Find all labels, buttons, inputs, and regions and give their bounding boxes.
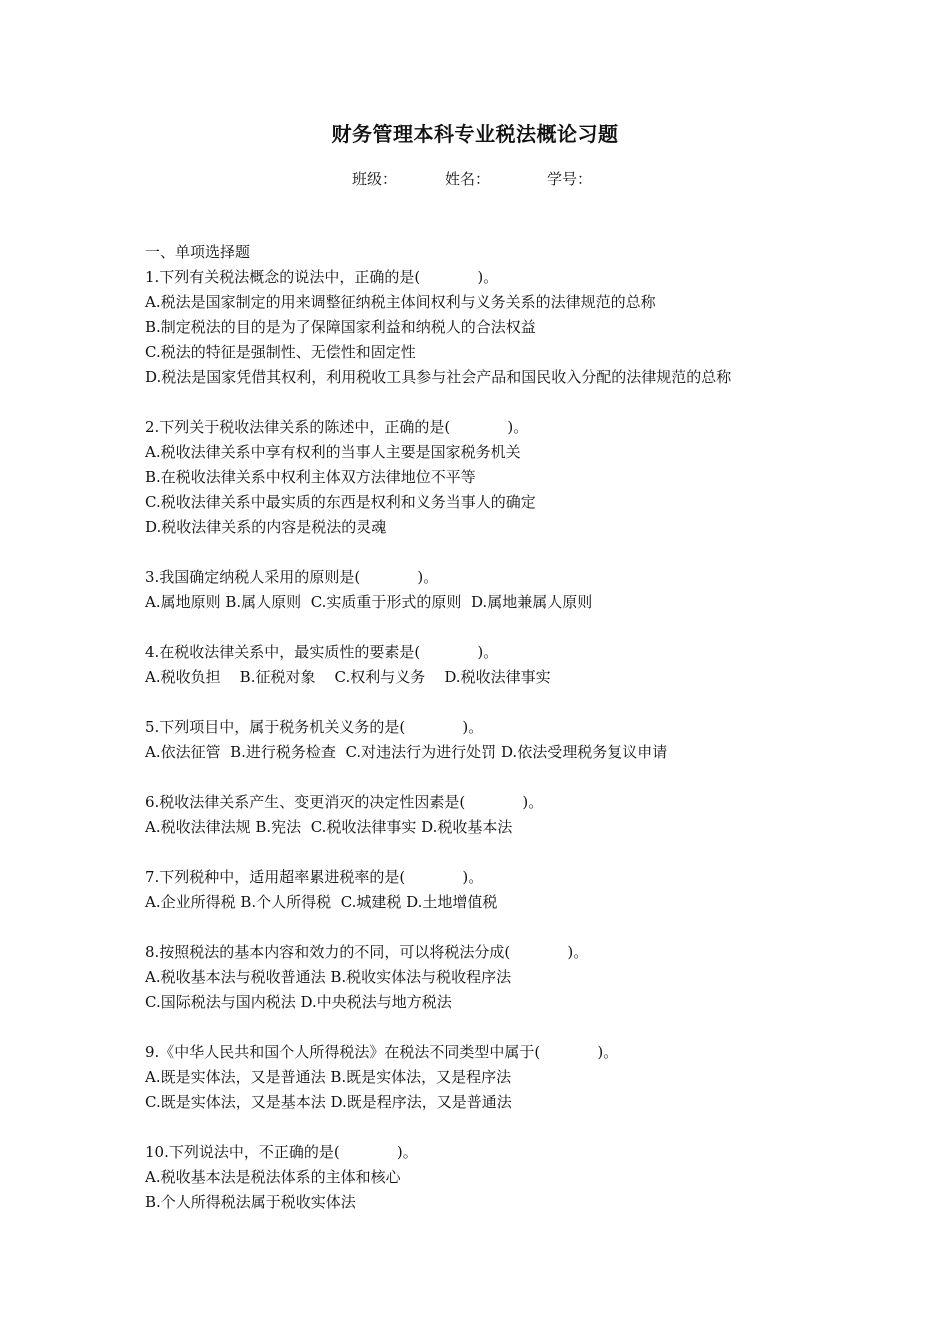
spacer: [145, 690, 915, 715]
answer-option: A.税收基本法是税法体系的主体和核心: [145, 1168, 401, 1186]
answer-option: B.个人所得税法属于税收实体法: [145, 1193, 356, 1211]
answer-option: C.国际税法与国内税法 D.中央税法与地方税法: [145, 993, 452, 1011]
question-stem: 6.税收法律关系产生、变更消灭的决定性因素是( )。: [145, 793, 544, 811]
question-6: [145, 790, 915, 840]
spacer: [145, 540, 915, 565]
question-stem: 8.按照税法的基本内容和效力的不同，可以将税法分成( )。: [145, 943, 589, 961]
answer-option: A.税收基本法与税收普通法 B.税收实体法与税收程序法: [145, 968, 512, 986]
answer-option: A.企业所得税 B.个人所得税 C.城建税 D.土地增值税: [145, 893, 498, 911]
spacer: [145, 765, 915, 790]
question-stem: 7.下列税种中，适用超率累进税率的是( )。: [145, 868, 484, 886]
spacer: [145, 390, 915, 415]
student-info-row: [352, 168, 592, 189]
answer-option: A.税收法律法规 B.宪法 C.税收法律事实 D.税收基本法: [145, 818, 513, 836]
question-stem: 10.下列说法中，不正确的是( )。: [145, 1143, 418, 1161]
answer-option: C.税法的特征是强制性、无偿性和固定性: [145, 343, 416, 361]
answer-option: B.制定税法的目的是为了保障国家利益和纳税人的合法权益: [145, 318, 536, 336]
question-4: [145, 640, 915, 690]
question-2: [145, 415, 915, 540]
question-3: [145, 565, 915, 615]
question-7: [145, 865, 915, 915]
question-5: [145, 715, 915, 765]
answer-option: B.在税收法律关系中权利主体双方法律地位不平等: [145, 468, 476, 486]
document-title: 财务管理本科专业税法概论习题: [331, 122, 619, 146]
question-10: [145, 1140, 915, 1215]
question-1: [145, 265, 915, 390]
answer-option: A.依法征管 B.进行税务检查 C.对违法行为进行处罚 D.依法受理税务复议申请: [145, 743, 668, 761]
question-8: [145, 940, 915, 1015]
question-stem: 3.我国确定纳税人采用的原则是( )。: [145, 568, 439, 586]
question-stem: 1.下列有关税法概念的说法中，正确的是( )。: [145, 268, 499, 286]
answer-option: A.税收法律关系中享有权利的当事人主要是国家税务机关: [145, 443, 521, 461]
spacer: [145, 1115, 915, 1140]
question-stem: 5.下列项目中，属于税务机关义务的是( )。: [145, 718, 484, 736]
name-field-label: 姓名：: [445, 170, 491, 188]
student-id-field-label: 学号：: [547, 170, 593, 188]
answer-option: C.税收法律关系中最实质的东西是权利和义务当事人的确定: [145, 493, 536, 511]
answer-option: D.税法是国家凭借其权利，利用税收工具参与社会产品和国民收入分配的法律规范的总称: [145, 368, 732, 386]
answer-option: D.税收法律关系的内容是税法的灵魂: [145, 518, 387, 536]
answer-option: A.税法是国家制定的用来调整征纳税主体间权利与义务关系的法律规范的总称: [145, 293, 656, 311]
answer-option: A.属地原则 B.属人原则 C.实质重于形式的原则 D.属地兼属人原则: [145, 593, 593, 611]
question-stem: 9.《中华人民共和国个人所得税法》在税法不同类型中属于( )。: [145, 1043, 619, 1061]
answer-option: A.既是实体法，又是普通法 B.既是实体法，又是程序法: [145, 1068, 512, 1086]
question-stem: 4.在税收法律关系中，最实质性的要素是( )。: [145, 643, 499, 661]
class-field-label: 班级：: [352, 170, 398, 188]
spacer: [145, 1015, 915, 1040]
question-list: [145, 240, 915, 1215]
question-9: [145, 1040, 915, 1115]
answer-option: C.既是实体法，又是基本法 D.既是程序法，又是普通法: [145, 1093, 512, 1111]
spacer: [145, 840, 915, 865]
spacer: [145, 915, 915, 940]
section-heading: 一、单项选择题: [145, 243, 251, 261]
answer-option: A.税收负担 B.征税对象 C.权利与义务 D.税收法律事实: [145, 668, 551, 686]
spacer: [145, 615, 915, 640]
question-stem: 2.下列关于税收法律关系的陈述中，正确的是( )。: [145, 418, 529, 436]
